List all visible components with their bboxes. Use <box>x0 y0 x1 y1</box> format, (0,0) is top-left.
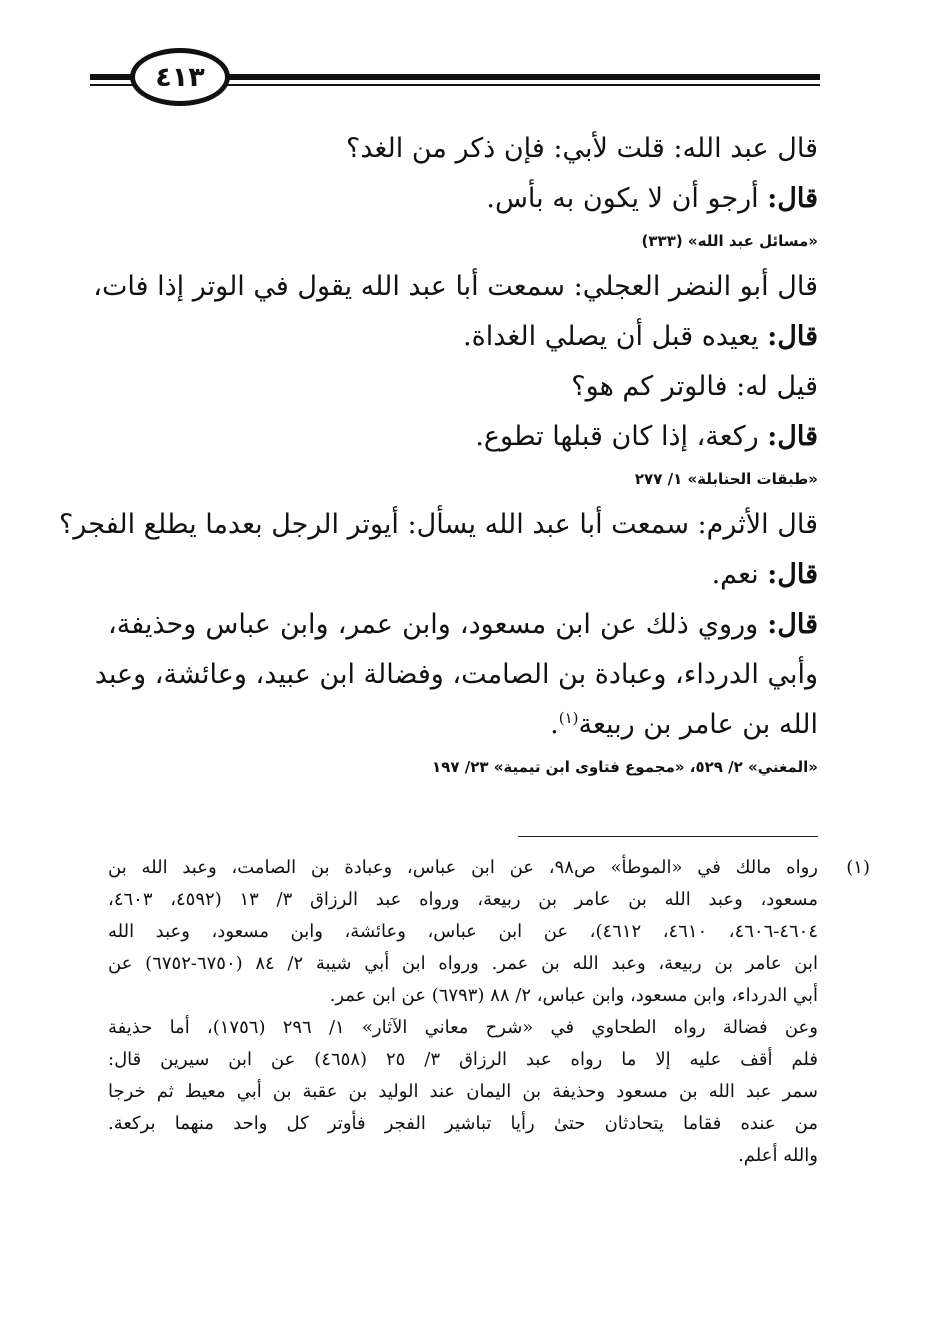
footnote-line: ابن عامر بن ربيعة، وعبد الله بن عمر. ورواه ابن أبي شيبة ٢/ ٨٤ (٦٧٥٠-٦٧٥٢) عن <box>108 953 818 974</box>
page-number-badge <box>130 48 230 106</box>
page-number: ٤١٣ <box>155 61 205 93</box>
footnote-line: سمر عبد الله بن مسعود وحذيفة بن اليمان عند الوليد بن عقبة بن أبي معيط ثم خرجا <box>108 1081 818 1102</box>
line-text: ركعة، إذا كان قبلها تطوع. <box>475 421 768 452</box>
footnote-line: وعن فضالة رواه الطحاوي في «شرح معاني الآثار» ١/ ٢٩٦ (١٧٥٦)، أما حذيفة <box>108 1017 818 1038</box>
line-text: الله بن عامر بن ربيعة <box>578 709 818 740</box>
source-citation: «مسائل عبد الله» (٣٣٣) <box>641 232 818 250</box>
paragraph-line <box>108 550 818 600</box>
line-text: نعم. <box>711 559 768 590</box>
qal-label: قال: <box>767 183 818 214</box>
paragraph-line <box>108 174 818 224</box>
footnote-line: فلم أقف عليه إلا ما رواه عبد الرزاق ٣/ ٢٥ (٤٦٥٨) عن ابن سيرين قال: <box>108 1049 818 1070</box>
qal-label: قال: <box>767 421 818 452</box>
footnote-line: رواه مالك في «الموطأ» ص٩٨، عن ابن عباس، وعبادة بن الصامت، وعبد الله بن <box>108 857 818 878</box>
footnote-line: والله أعلم. <box>738 1145 818 1166</box>
source-citation: «المغني» ٢/ ٥٢٩، «مجموع فتاوى ابن تيمية» ٢٣/ ١٩٧ <box>432 758 818 776</box>
paragraph-line <box>108 312 818 362</box>
footnote-line: ٤٦٠٤-٤٦٠٦، ٤٦١٠، ٤٦١٢)، عن ابن عباس، وعائشة، وابن مسعود، وعبد الله <box>108 921 819 942</box>
source-citation: «طبقات الحنابلة» ١/ ٢٧٧ <box>634 470 818 488</box>
line-text: أرجو أن لا يكون به بأس. <box>486 183 768 214</box>
page-header <box>90 48 820 108</box>
footnote-separator <box>518 836 818 837</box>
paragraph-line: قال أبو النضر العجلي: سمعت أبا عبد الله يقول في الوتر إذا فات، <box>93 271 818 302</box>
paragraph-line: قال عبد الله: قلت لأبي: فإن ذكر من الغد؟ <box>346 133 818 164</box>
footnotes <box>108 852 870 1172</box>
line-text: . <box>550 709 559 740</box>
footnote-line: أبي الدرداء، وابن مسعود، وابن عباس، ٢/ ٨٨ (٦٧٩٣) عن ابن عمر. <box>329 985 818 1006</box>
paragraph-line <box>108 600 818 650</box>
line-text: وروي ذلك عن ابن مسعود، وابن عمر، وابن عباس وحذيفة، <box>108 609 768 640</box>
main-text <box>59 124 818 788</box>
qal-label: قال: <box>767 321 818 352</box>
footnote-line: مسعود، وعبد الله بن عامر بن ربيعة، ورواه عبد الرزاق ٣/ ١٣ (٤٥٩٢، ٤٦٠٣، <box>108 889 818 910</box>
qal-label: قال: <box>767 559 818 590</box>
footnote-reference[interactable]: (١) <box>558 709 579 727</box>
paragraph-line: قيل له: فالوتر كم هو؟ <box>571 371 818 402</box>
paragraph-line: قال الأثرم: سمعت أبا عبد الله يسأل: أيوتر الرجل بعدما يطلع الفجر؟ <box>59 509 818 540</box>
footnote-line: من عنده فقاما يتحادثان حتىٰ رأيا تباشير الفجر فأوتر كل واحد منهما بركعة. <box>108 1113 818 1134</box>
footnote-marker: (١) <box>846 857 870 878</box>
paragraph-line: وأبي الدرداء، وعبادة بن الصامت، وفضالة ابن عبيد، وعائشة، وعبد <box>94 659 818 690</box>
paragraph-line <box>108 700 818 750</box>
line-text: يعيده قبل أن يصلي الغداة. <box>463 321 768 352</box>
paragraph-line <box>108 412 818 462</box>
qal-label: قال: <box>767 609 818 640</box>
